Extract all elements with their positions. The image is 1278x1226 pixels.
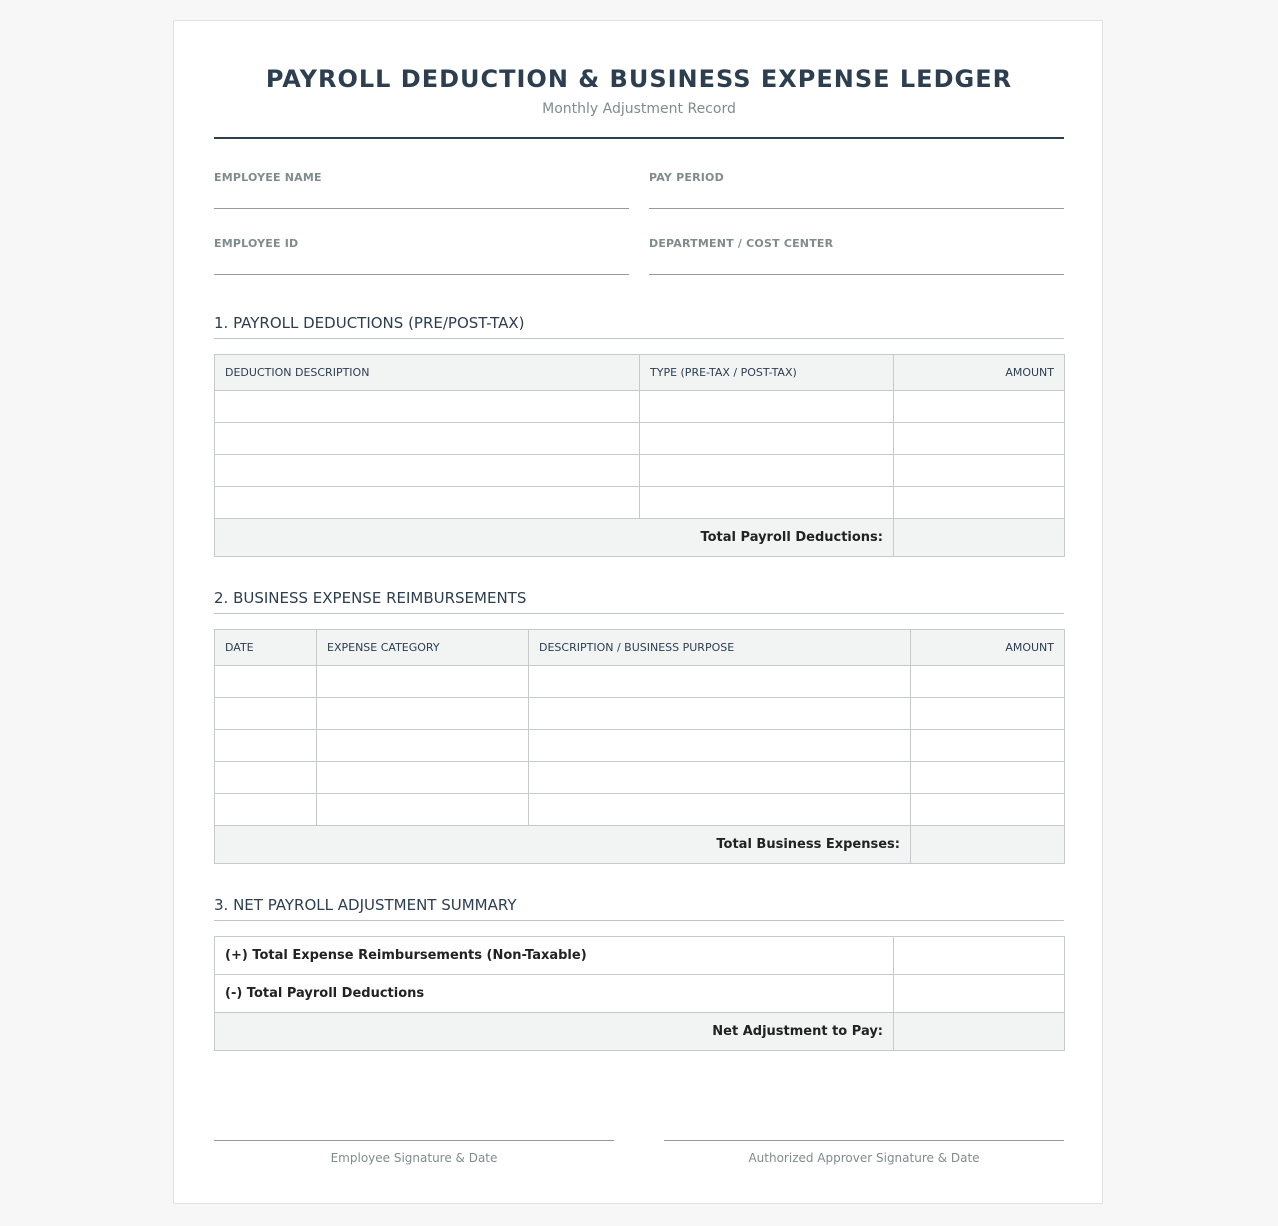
table-cell[interactable] — [640, 455, 894, 487]
column-header: TYPE (PRE-TAX / POST-TAX) — [640, 355, 894, 391]
table-row — [215, 455, 1065, 487]
employee-name-line[interactable] — [214, 208, 629, 209]
employee-id-line[interactable] — [214, 274, 629, 275]
table-cell[interactable] — [215, 423, 640, 455]
table-cell[interactable] — [894, 423, 1065, 455]
pay-period-field[interactable] — [649, 171, 1064, 184]
table-cell[interactable] — [215, 391, 640, 423]
table-cell[interactable] — [894, 487, 1065, 519]
employee-signature-line[interactable] — [214, 1140, 614, 1141]
table-cell[interactable] — [894, 455, 1065, 487]
section-payroll-deductions-title: 1. PAYROLL DEDUCTIONS (PRE/POST-TAX) — [214, 314, 1064, 339]
employee-signature-block[interactable] — [214, 1140, 614, 1165]
page-subtitle: Monthly Adjustment Record — [542, 101, 736, 117]
employee-name-field[interactable] — [214, 171, 629, 184]
table-row — [215, 698, 1065, 730]
business-expenses-table — [214, 629, 1065, 864]
table-cell[interactable] — [317, 762, 529, 794]
net-adjustment-label: Net Adjustment to Pay: — [215, 1013, 894, 1051]
column-header: DEDUCTION DESCRIPTION — [215, 355, 640, 391]
employee-id-label: EMPLOYEE ID — [214, 237, 299, 250]
total-business-expenses-label: Total Business Expenses: — [215, 826, 911, 864]
total-row — [215, 519, 1065, 557]
column-header: AMOUNT — [911, 630, 1065, 666]
table-cell[interactable] — [215, 762, 317, 794]
table-row — [215, 423, 1065, 455]
column-header: AMOUNT — [894, 355, 1065, 391]
table-row — [215, 762, 1065, 794]
employee-id-field[interactable] — [214, 237, 629, 250]
section-net-summary-title: 3. NET PAYROLL ADJUSTMENT SUMMARY — [214, 896, 1064, 921]
expense-reimbursements-value[interactable] — [894, 937, 1065, 975]
table-cell[interactable] — [215, 455, 640, 487]
column-header: EXPENSE CATEGORY — [317, 630, 529, 666]
table-cell[interactable] — [894, 391, 1065, 423]
net-adjustment-row — [215, 1013, 1065, 1051]
table-cell[interactable] — [911, 666, 1065, 698]
table-cell[interactable] — [317, 794, 529, 826]
summary-row — [215, 975, 1065, 1013]
table-cell[interactable] — [911, 794, 1065, 826]
pay-period-label: PAY PERIOD — [649, 171, 724, 184]
pay-period-line[interactable] — [649, 208, 1064, 209]
table-row — [215, 666, 1065, 698]
column-header: DESCRIPTION / BUSINESS PURPOSE — [529, 630, 911, 666]
payroll-deductions-table — [214, 354, 1065, 557]
table-cell[interactable] — [640, 487, 894, 519]
employee-name-label: EMPLOYEE NAME — [214, 171, 322, 184]
approver-signature-label: Authorized Approver Signature & Date — [748, 1151, 980, 1165]
table-cell[interactable] — [317, 730, 529, 762]
table-header-row — [215, 355, 1065, 391]
table-cell[interactable] — [640, 391, 894, 423]
table-row — [215, 730, 1065, 762]
table-cell[interactable] — [215, 487, 640, 519]
table-cell[interactable] — [529, 698, 911, 730]
payroll-deductions-label: (-) Total Payroll Deductions — [215, 975, 894, 1013]
department-field[interactable] — [649, 237, 1064, 250]
summary-row — [215, 937, 1065, 975]
table-cell[interactable] — [317, 698, 529, 730]
total-row — [215, 826, 1065, 864]
table-row — [215, 794, 1065, 826]
table-cell[interactable] — [317, 666, 529, 698]
expense-reimbursements-label: (+) Total Expense Reimbursements (Non-Taxable) — [215, 937, 894, 975]
approver-signature-block[interactable] — [664, 1140, 1064, 1165]
table-cell[interactable] — [529, 762, 911, 794]
table-cell[interactable] — [911, 730, 1065, 762]
total-payroll-deductions-value[interactable] — [894, 519, 1065, 557]
department-label: DEPARTMENT / COST CENTER — [649, 237, 834, 250]
section-business-expenses-title: 2. BUSINESS EXPENSE REIMBURSEMENTS — [214, 589, 1064, 614]
page-title: PAYROLL DEDUCTION & BUSINESS EXPENSE LEDGER — [265, 65, 1013, 93]
table-cell[interactable] — [640, 423, 894, 455]
table-header-row — [215, 630, 1065, 666]
table-cell[interactable] — [529, 666, 911, 698]
table-cell[interactable] — [529, 730, 911, 762]
net-adjustment-value[interactable] — [894, 1013, 1065, 1051]
payroll-deductions-value[interactable] — [894, 975, 1065, 1013]
column-header: DATE — [215, 630, 317, 666]
department-line[interactable] — [649, 274, 1064, 275]
table-cell[interactable] — [529, 794, 911, 826]
approver-signature-line[interactable] — [664, 1140, 1064, 1141]
table-cell[interactable] — [215, 666, 317, 698]
employee-signature-label: Employee Signature & Date — [330, 1151, 498, 1165]
table-row — [215, 391, 1065, 423]
total-payroll-deductions-label: Total Payroll Deductions: — [215, 519, 894, 557]
ledger-sheet — [173, 20, 1103, 1204]
table-cell[interactable] — [215, 730, 317, 762]
net-summary-table — [214, 936, 1065, 1051]
table-cell[interactable] — [911, 762, 1065, 794]
table-cell[interactable] — [215, 698, 317, 730]
title-divider — [214, 137, 1064, 139]
table-row — [215, 487, 1065, 519]
table-cell[interactable] — [215, 794, 317, 826]
total-business-expenses-value[interactable] — [911, 826, 1065, 864]
table-cell[interactable] — [911, 698, 1065, 730]
